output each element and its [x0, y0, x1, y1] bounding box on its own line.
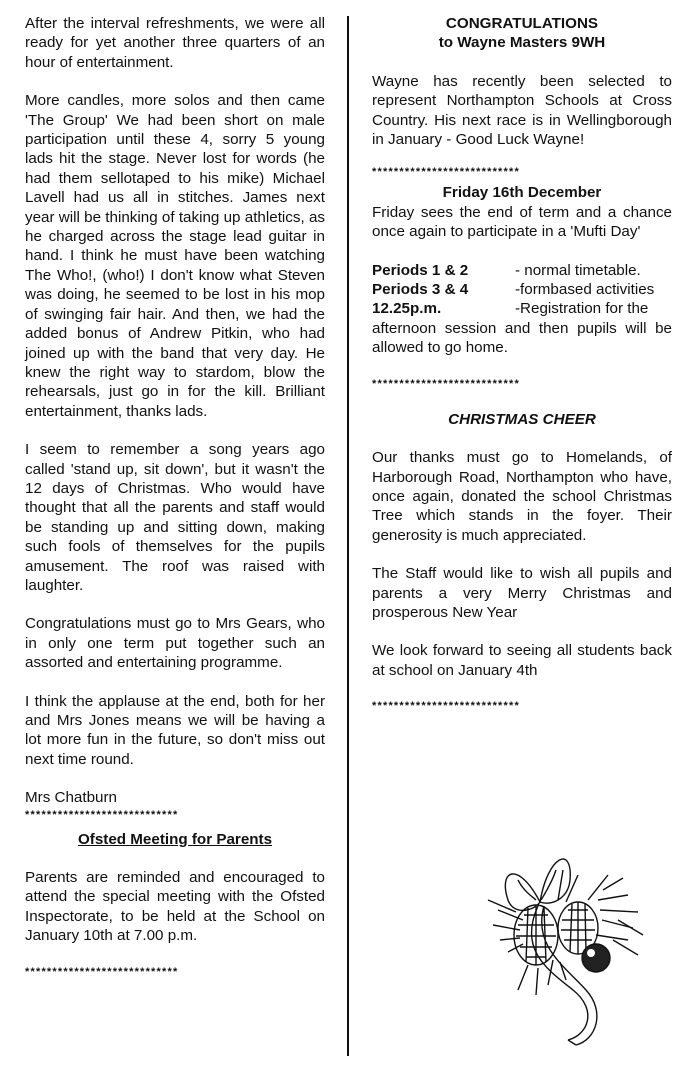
left-column — [25, 14, 325, 979]
song-paragraph: I seem to remember a song years ago called 'stand up, sit down', but it wasn't the 12 days of Christmas. Who would have thought that all the parents and staff would be standing up and sitting down, making such fools of themselves for the pupils amusement. The roof was raised with laughter. — [25, 441, 325, 594]
right-column — [372, 14, 672, 713]
group-paragraph: More candles, more solos and then came 'The Group' We had been short on male participation until these 4, sorry 5 young lads hit the stage. Never lost for words (he had them sellotaped to his mike) Michael Lavell had us all in stitches. James next year will be thinking of taking up athletics, as he charged across the stage lead guitar in hand. I think he must have been watching The Who!, (who!) I don't know what Steven was doing, he seemed to be lost in his mop of swinging fair hair. And then, we had the added bonus of Andrew Pitkin, who had joined up with the band that very day. He knew the right way to stardom, blow the rehearsals, just go in for the kill. Brilliant entertainment, thanks lads. — [25, 92, 325, 420]
friday-paragraph: Friday sees the end of term and a chance once again to participate in a 'Mufti Day' — [372, 203, 672, 241]
congrats-paragraph: Wayne has recently been selected to represent Northampton Schools at Cross Country. His next race is in Wellingborough in January - Good Luck Wayne! — [372, 72, 672, 149]
ofsted-paragraph: Parents are reminded and encouraged to attend the special meeting with the Ofsted Inspectorate, to be held at the School on January 10th at 7.00 p.m. — [25, 869, 325, 945]
ofsted-heading: Ofsted Meeting for Parents — [77, 830, 273, 848]
homelands-paragraph: Our thanks must go to Homelands, of Harborough Road, Northampton who have, once again, donated the school Christmas Tree which stands in the foyer. Their generosity is much appreciated. — [372, 449, 672, 544]
star-divider: **************************** — [25, 965, 179, 978]
return-paragraph: We look forward to seeing all students back at school on January 4th — [372, 642, 672, 679]
star-divider: *************************** — [372, 377, 520, 390]
schedule-row: 12.25p.m. -Registration for the — [372, 300, 649, 318]
christmas-cheer-heading: CHRISTMAS CHEER — [448, 410, 596, 428]
column-divider — [347, 16, 349, 1056]
applause-paragraph: I think the applause at the end, both for her and Mrs Jones means we will be having a lot more fun in the future, so don't miss out next time round. — [25, 692, 325, 768]
star-divider: *************************** — [372, 700, 520, 713]
friday-heading: Friday 16th December — [442, 184, 602, 202]
schedule-row: Periods 1 & 2 - normal timetable. — [372, 261, 641, 279]
christmas-bow-illustration — [478, 840, 648, 1050]
congrats-subheading: to Wayne Masters 9WH — [438, 34, 606, 52]
star-divider: *************************** — [372, 166, 520, 179]
interval-paragraph: After the interval refreshments, we were all ready for yet another three quarters of an hour of entertainment. — [25, 15, 325, 71]
star-divider: **************************** — [25, 808, 179, 821]
mrs-gears-paragraph: Congratulations must go to Mrs Gears, who in only one term put together such an assorted and entertaining programme. — [25, 615, 325, 672]
congrats-heading: CONGRATULATIONS — [445, 15, 599, 32]
wishes-paragraph: The Staff would like to wish all pupils and parents a very Merry Christmas and prosperous New Year — [372, 565, 672, 621]
schedule-continuation: afternoon session and then pupils will be allowed to go home. — [372, 319, 672, 357]
signature: Mrs Chatburn — [25, 789, 118, 807]
schedule-row: Periods 3 & 4 -formbased activities — [372, 281, 655, 299]
